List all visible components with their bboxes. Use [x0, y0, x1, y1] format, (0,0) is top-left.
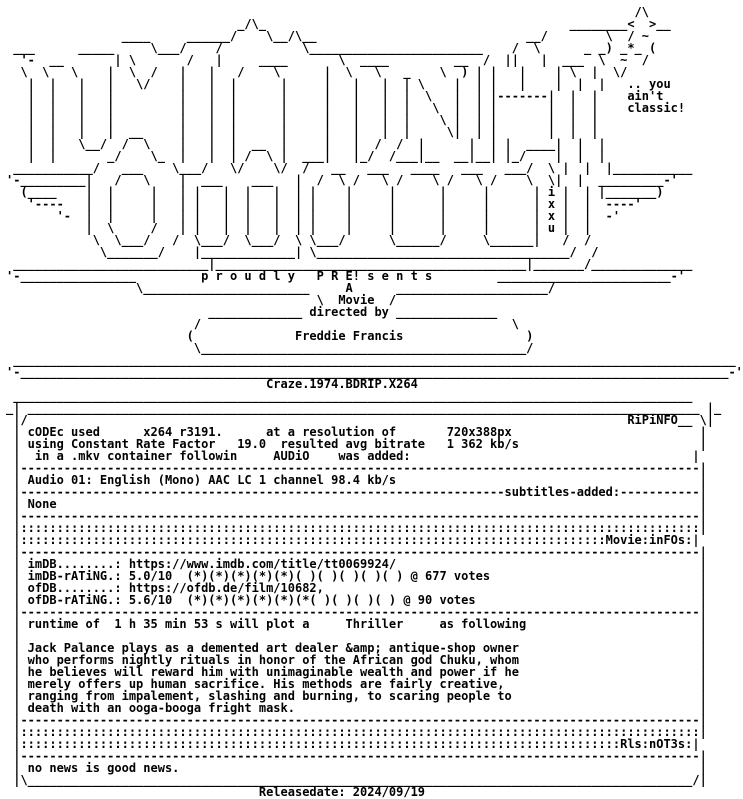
nfo-line: |::::::::::::::::::::::::::::::::::::::::::::::::::::::::::::::::::::::::::::::::::::::::::::::|	[6, 725, 707, 739]
nfo-line: '- __ | \ / | ____ \ ____ __ / || | ___ \ ~ /	[6, 53, 649, 67]
nfo-line: ( Freddie Francis )	[6, 329, 534, 343]
nfo-line: | |	[6, 629, 707, 643]
nfo-line: | cODEc used x264 r3191. at a resolution of 720x388px |	[6, 425, 707, 439]
nfo-line: | | | | __ | | | | | | | | \| | | | | |	[6, 125, 599, 139]
nfo-line: \_____________________________________________/	[6, 341, 534, 355]
nfo-line: | | | | | | | | | | | | \ | | |-------| | | ain't	[6, 89, 664, 103]
nfo-line: / \	[6, 317, 519, 331]
nfo-line: | None |	[6, 497, 707, 511]
nfo-line: \ \___/ / \___/ \___/ \ \___/ \______/ \______| / /	[6, 233, 592, 247]
nfo-line: |----------------------------------------------------------------------------------------------|	[6, 605, 707, 619]
nfo-line: |::::::::::::::::::::::::::::::::::::::::::::::::::::::::::::::::::::::::::::::::::::::::::::::|	[6, 521, 707, 535]
nfo-line: \ \ \ | \ / | | / \ | \ \ _ \ ) | | | | \ | \/	[6, 65, 628, 79]
nfo-line: \_______________________ A _____________________/	[6, 281, 556, 295]
nfo-line: |\____________________________________________________________________________________________/|	[6, 773, 707, 787]
nfo-line: | | | | | | | | | | | | \ | | | | | | classic!	[6, 101, 686, 115]
nfo-line: ____________________________________________________________________________________________________	[6, 353, 736, 367]
nfo-line: ___________/ ___ \___/ \/ \/ / __ ___ ____ ___ ___/ \ | | |___________	[6, 161, 693, 175]
nfo-line: '---- | | | | | | | | | | | | | | | x | | ----'	[6, 197, 642, 211]
nfo-line: '-_________| / \ | ___ ___ | / \ / \ / \ / \ / \ \| | _________-'	[6, 173, 678, 187]
nfo-line: Releasedate: 2024/09/19	[6, 785, 426, 799]
nfo-line: | | \__/ / \ | | | __ | | | / / | | | | ____| | |	[6, 137, 606, 151]
nfo-line: '- | | | | | | | | | | | | | | | x | | -'	[6, 209, 621, 223]
nfo-line: | Audio 01: English (Mono) AAC LC 1 channel 98.4 kb/s |	[6, 473, 707, 487]
nfo-line: ____ ______/ \__/\__ __/ \ / ~	[6, 29, 649, 43]
nfo-text-block	[6, 6, 743, 798]
nfo-line: |----------------------------------------------------------------------------------------------|	[6, 461, 707, 475]
nfo-line: | who performs nightly rituals in honor of the African god Chuku, whom |	[6, 653, 707, 667]
nfo-line: _| _____________________________________________________________________________________________ |_	[6, 401, 722, 415]
nfo-line: (____ | | | | | | | | | | | | | | | i | | |_______)	[6, 185, 664, 199]
nfo-line: Craze.1974.BDRIP.X264	[6, 377, 418, 391]
nfo-line: | ranging from impalement, slashing and burning, to scaring people to |	[6, 689, 707, 703]
nfo-line: | merely offers up human sacrifice. His methods are fairly creative, |	[6, 677, 707, 691]
nfo-line: _____________ directed by ______________	[6, 305, 498, 319]
nfo-line: \_______/ |_____________| \___________________________________/ /	[6, 245, 599, 259]
nfo-line: |:::::::::::::::::::::::::::::::::::::::::::::::::::::::::::::::::::::::::::::::::Movie:inFOs:|	[6, 533, 700, 547]
nfo-line: ___ _____ \___/ / \________________________ / \ _ _) _*_ (	[6, 41, 657, 55]
nfo-line: | no news is good news. |	[6, 761, 707, 775]
nfo-line: | Jack Palance plays as a demented art dealer &amp; antique-shop owner |	[6, 641, 707, 655]
nfo-line: | \ / | | | | | | | | | | | | u | |	[6, 221, 592, 235]
nfo-line: '-__________________________________________________________________________________________________-'	[6, 365, 743, 379]
nfo-line: | imDB........: https://www.imdb.com/title/tt0069924/ |	[6, 557, 707, 571]
nfo-line: |----------------------------------------------------------------------------------------------|	[6, 713, 707, 727]
nfo-line: ___________________________|___________________________________________|_______/______________	[6, 257, 693, 271]
nfo-line: |:::::::::::::::::::::::::::::::::::::::::::::::::::::::::::::::::::::::::::::::::::Rls:nOT3s:|	[6, 737, 700, 751]
nfo-line: | | _/ \_ | | | / \ | ___| |_/ /___|__ __|__| |_/ | | |	[6, 149, 606, 163]
nfo-line: | runtime of 1 h 35 min 53 s will plot a Thriller as following |	[6, 617, 707, 631]
nfo-line: |-------------------------------------------------------------------subtitles-added:-----------|	[6, 485, 707, 499]
nfo-line: |----------------------------------------------------------------------------------------------|	[6, 509, 707, 523]
nfo-line: | | | | | | | | | | | | \ | | | | | |	[6, 113, 599, 127]
nfo-line: | ofDB-rATiNG.: 5.6/10 (*)(*)(*)(*)(*)(*( )( )( )( ) @ 90 votes |	[6, 593, 707, 607]
nfo-line: |/ RiPiNFO__ \|	[6, 413, 715, 427]
nfo-line: | he believes will reward him with unimaginable wealth and power if he |	[6, 665, 707, 679]
nfo-line: \ Movie /	[6, 293, 397, 307]
nfo-line: |----------------------------------------------------------------------------------------------|	[6, 545, 707, 559]
nfo-line: | | | | \/ | | | | | | | | \ | | | | | | | .. you	[6, 77, 671, 91]
nfo-line: | in a .mkv container followin AUDiO was added: |	[6, 449, 700, 463]
nfo-line: |----------------------------------------------------------------------------------------------|	[6, 749, 707, 763]
nfo-line: | using Constant Rate Factor 19.0 resulted avg bitrate 1 362 kb/s |	[6, 437, 707, 451]
nfo-line: ______________________________________________________________________________________________	[6, 389, 693, 403]
nfo-line: /\	[6, 5, 649, 19]
nfo-line: | death with an ooga-booga fright mask. |	[6, 701, 707, 715]
nfo-line: | imDB-rATiNG.: 5.0/10 (*)(*)(*)(*)(*)( )( )( )( )( ) @ 677 votes |	[6, 569, 707, 583]
nfo-line: _/\_ ________< >__	[6, 17, 671, 31]
nfo-line: | ofDB........: https://ofdb.de/film/10682, |	[6, 581, 707, 595]
nfo-line: '-________________ p r o u d l y P R E! s e n t s ________________________-'	[6, 269, 686, 283]
